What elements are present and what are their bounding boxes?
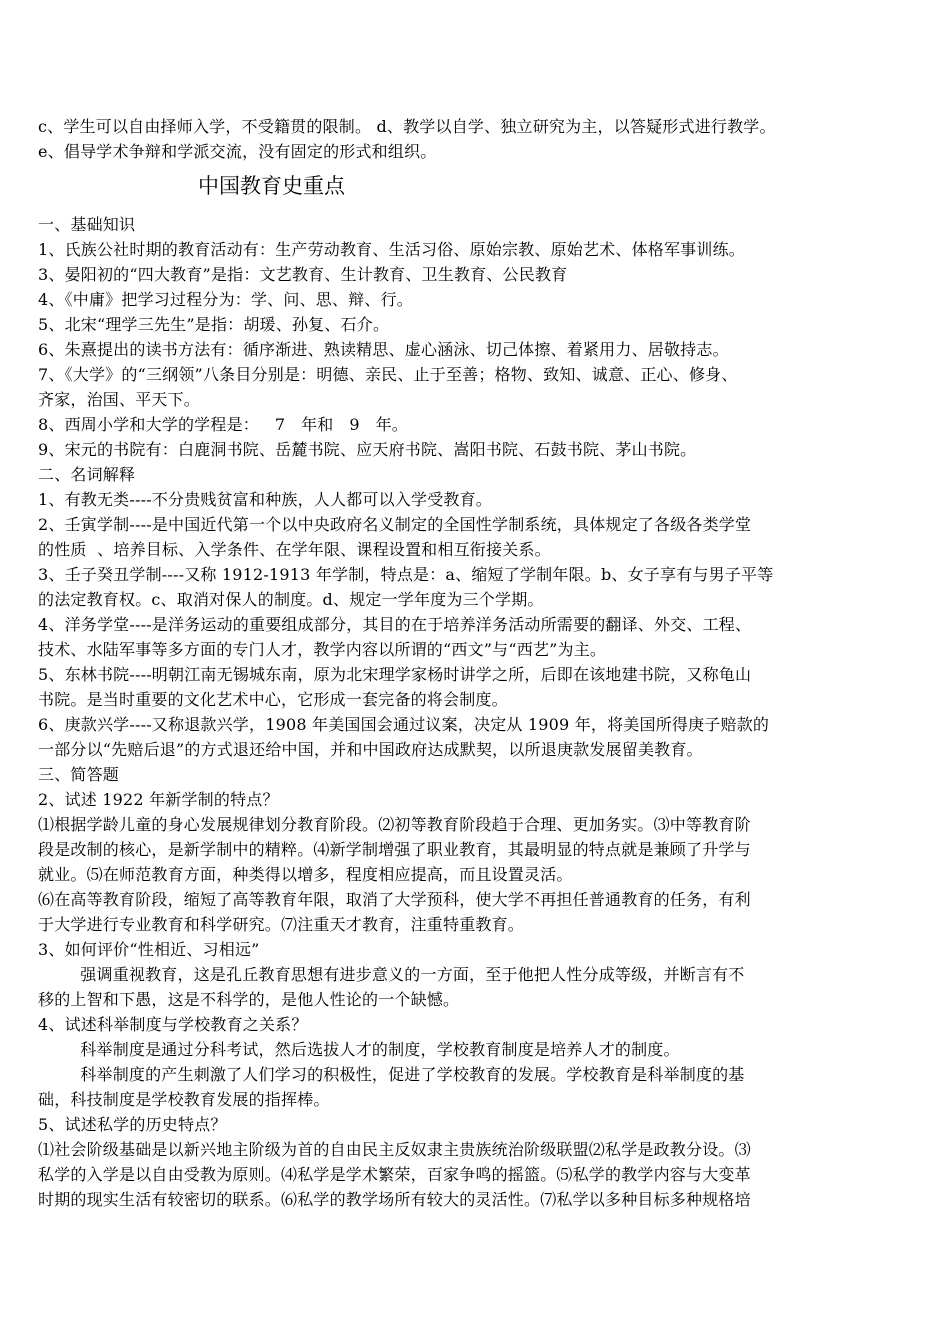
text-line: e、倡导学术争辩和学派交流，没有固定的形式和组织。 [38, 142, 437, 161]
text-line: 4、《中庸》把学习过程分为：学、问、思、辩、行。 [38, 290, 413, 309]
text-line: 段是改制的核心，是新学制中的精粹。⑷新学制增强了职业教育，其最明显的特点就是兼顾了升学与 [38, 840, 751, 859]
question-heading: 2、试述 1922 年新学制的特点？ [38, 790, 279, 809]
text-line: 3、壬子癸丑学制----又称 1912-1913 年学制，特点是：a、缩短了学制年限。b、女子享有与男子平等 [38, 565, 774, 584]
section-heading: 一、基础知识 [38, 215, 136, 234]
text-line: 时期的现实生活有较密切的联系。⑹私学的教学场所有较大的灵活性。⑺私学以多种目标多种规格培 [38, 1190, 751, 1209]
text-line: 于大学进行专业教育和科学研究。⑺注重天才教育，注重特重教育。 [38, 915, 525, 934]
text-line: ⑹在高等教育阶段，缩短了高等教育年限，取消了大学预科，使大学不再担任普通教育的任务，有利 [38, 890, 751, 909]
text-line: 1、有教无类----不分贵贱贫富和种族，人人都可以入学受教育。 [38, 490, 493, 509]
text-line: 齐家，治国、平天下。 [38, 390, 201, 409]
text-line: 9、宋元的书院有：白鹿洞书院、岳麓书院、应天府书院、嵩阳书院、石鼓书院、茅山书院。 [38, 440, 697, 459]
text-line: 础，科技制度是学校教育发展的指挥棒。 [38, 1090, 330, 1109]
text-line: ⑴根据学龄儿童的身心发展规律划分教育阶段。⑵初等教育阶段趋于合理、更加务实。⑶中等教育阶 [38, 815, 751, 834]
question-heading: 3、如何评价“性相近、习相远” [38, 940, 260, 959]
text-line: ⑴社会阶级基础是以新兴地主阶级为首的自由民主反奴隶主贵族统治阶级联盟⑵私学是政教分设。⑶ [38, 1140, 751, 1159]
text-line: 1、氏族公社时期的教育活动有：生产劳动教育、生活习俗、原始宗教、原始艺术、体格军事训练。 [38, 240, 745, 259]
text-line: 书院。是当时重要的文化艺术中心，它形成一套完备的将会制度。 [38, 690, 508, 709]
text-line: 就业。⑸在师范教育方面，种类得以增多，程度相应提高，而且设置灵活。 [38, 865, 573, 884]
text-line: 3、晏阳初的“四大教育”是指：文艺教育、生计教育、卫生教育、公民教育 [38, 265, 568, 284]
text-line: 2、壬寅学制----是中国近代第一个以中央政府名义制定的全国性学制系统，具体规定了各级各类学堂 [38, 515, 752, 534]
document-title: 中国教育史重点 [198, 174, 345, 198]
section-heading: 三、简答题 [38, 765, 120, 784]
text-line: 强调重视教育，这是孔丘教育思想有进步意义的一方面，至于他把人性分成等级，并断言有不 [38, 965, 745, 984]
text-line: 的性质 、培养目标、入学条件、在学年限、课程设置和相互衔接关系。 [38, 540, 551, 559]
text-line: 4、洋务学堂----是洋务运动的重要组成部分，其目的在于培养洋务活动所需要的翻译、外交、工程、 [38, 615, 752, 634]
text-line: 5、东林书院----明朝江南无锡城东南，原为北宋理学家杨时讲学之所，后即在该地建书院，又称龟山 [38, 665, 752, 684]
text-line: 8、西周小学和大学的学程是： 7 年和 9 年。 [38, 415, 408, 434]
question-heading: 4、试述科举制度与学校教育之关系？ [38, 1015, 308, 1034]
text-line: 一部分以“先赔后退”的方式退还给中国，并和中国政府达成默契，以所退庚款发展留美教育。 [38, 740, 703, 759]
text-line: 的法定教育权。c、取消对保人的制度。d、规定一学年度为三个学期。 [38, 590, 544, 609]
text-line: 6、庚款兴学----又称退款兴学，1908 年美国国会通过议案，决定从 1909 年，将美国所得庚子赔款的 [38, 715, 770, 734]
text-line: 7、《大学》的“三纲领”八条目分别是：明德、亲民、止于至善；格物、致知、诚意、正心、修身、 [38, 365, 738, 384]
text-line: 科举制度的产生刺激了人们学习的积极性，促进了学校教育的发展。学校教育是科举制度的基 [38, 1065, 745, 1084]
text-line: 技术、水陆军事等多方面的专门人才，教学内容以所谓的“西文”与“西艺”为主。 [38, 640, 607, 659]
text-line: 科举制度是通过分科考试，然后选拔人才的制度，学校教育制度是培养人才的制度。 [38, 1040, 680, 1059]
section-heading: 二、名词解释 [38, 465, 136, 484]
text-line: 6、朱熹提出的读书方法有：循序渐进、熟读精思、虚心涵泳、切己体擦、着紧用力、居敬持志。 [38, 340, 729, 359]
text-line: c、学生可以自由择师入学，不受籍贯的限制。 d、教学以自学、独立研究为主，以答疑形式进行教学。 [38, 117, 776, 136]
text-line: 5、北宋“理学三先生”是指：胡瑗、孙复、石介。 [38, 315, 390, 334]
question-heading: 5、试述私学的历史特点？ [38, 1115, 227, 1134]
text-line: 私学的入学是以自由受教为原则。⑷私学是学术繁荣，百家争鸣的摇篮。⑸私学的教学内容与大变革 [38, 1165, 751, 1184]
text-line: 移的上智和下愚，这是不科学的，是他人性论的一个缺憾。 [38, 990, 460, 1009]
